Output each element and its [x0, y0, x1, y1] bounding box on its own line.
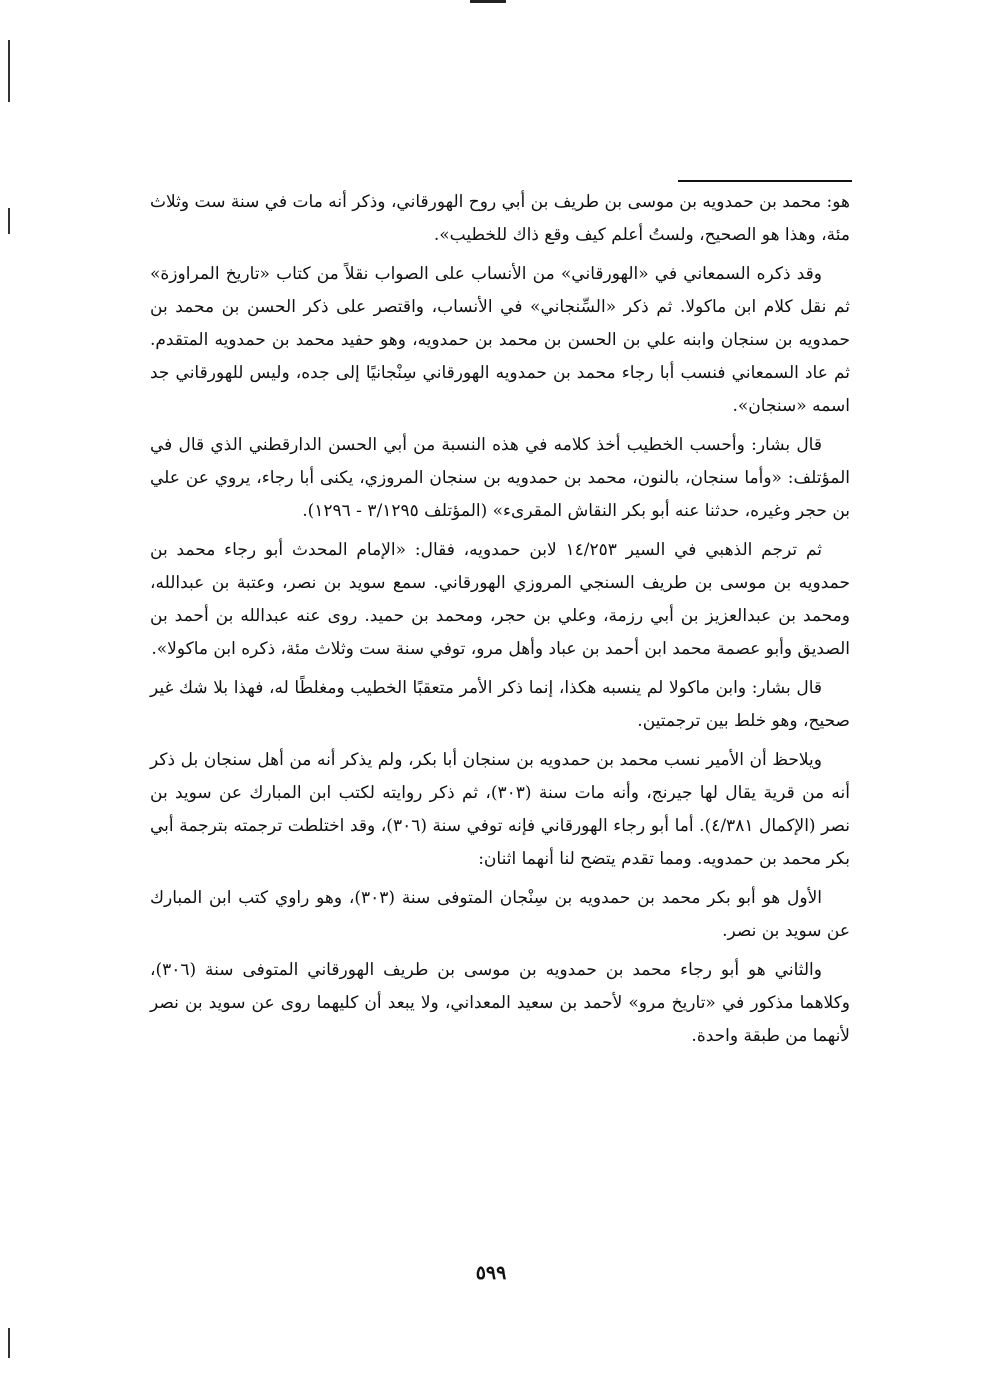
- page-number: ٥٩٩: [475, 1262, 507, 1284]
- scan-margin-line: [8, 40, 10, 102]
- paragraph: والثاني هو أبو رجاء محمد بن حمدويه بن موسى بن طريف الهورقاني المتوفى سنة (٣٠٦)، وكلاهما مذكور في «تاريخ مرو» لأحمد بن سعيد المعداني، ولا يبعد أن كليهما روى عن سويد بن نصر لأنهما من طبقة واحدة.: [150, 960, 850, 1046]
- footnote-body: [150, 186, 850, 1059]
- paragraph: الأول هو أبو بكر محمد بن حمدويه بن سِنْجان المتوفى سنة (٣٠٣)، وهو راوي كتب ابن المبارك عن سويد بن نصر.: [150, 888, 850, 941]
- top-page-mark: [470, 0, 506, 3]
- scan-margin-line: [8, 208, 10, 234]
- scan-margin-line: [8, 1328, 10, 1358]
- paragraph: قال بشار: وابن ماكولا لم ينسبه هكذا، إنما ذكر الأمر متعقبًا الخطيب ومغلطًا له، فهذا بلا شك غير صحيح، وهو خلط بين ترجمتين.: [150, 678, 850, 731]
- paragraph: وقد ذكره السمعاني في «الهورقاني» من الأنساب على الصواب نقلاً من كتاب «تاريخ المراوزة» ثم نقل كلام ابن ماكولا. ثم ذكر «السِّنجاني» في الأنساب، واقتصر على ذكر الحسن بن محمد بن حمدويه بن سنجان وابنه علي بن الحسن بن محمد بن حمدويه، وهو حفيد محمد بن حمدويه المتقدم. ثم عاد السمعاني فنسب أبا رجاء محمد بن حمدويه الهورقاني سِنْجانيًا إلى جده، وليس للهورقاني جد اسمه «سنجان».: [150, 264, 850, 416]
- paragraph: ثم ترجم الذهبي في السير ١٤/٢٥٣ لابن حمدويه، فقال: «الإمام المحدث أبو رجاء محمد بن حمدويه بن موسى بن طريف السنجي المروزي الهورقاني. سمع سويد بن نصر، وعتبة بن عبدالله، ومحمد بن عبدالعزيز بن أبي رزمة، وعلي بن حجر، ومحمد بن حميد. روى عنه عبدالله بن أحمد بن الصديق وأبو عصمة محمد ابن أحمد بن عباد وأهل مرو، توفي سنة ست وثلاث مئة، ذكره ابن ماكولا».: [150, 540, 850, 659]
- paragraph: ويلاحظ أن الأمير نسب محمد بن حمدويه بن سنجان أبا بكر، ولم يذكر أنه من أهل سنجان بل ذكر أنه من قرية يقال لها جيرنج، وأنه مات سنة (٣٠٣)، ثم ذكر روايته لكتب ابن المبارك عن سويد بن نصر (الإكمال ٤/٣٨١). أما أبو رجاء الهورقاني فإنه توفي سنة (٣٠٦)، وقد اختلطت ترجمته بترجمة أبي بكر محمد بن حمدويه. ومما تقدم يتضح لنا أنهما اثنان:: [150, 750, 851, 869]
- paragraph: قال بشار: وأحسب الخطيب أخذ كلامه في هذه النسبة من أبي الحسن الدارقطني الذي قال في المؤتلف: «وأما سنجان، بالنون، محمد بن حمدويه بن سنجان المروزي، يكنى أبا رجاء، يروي عن علي بن حجر وغيره، حدثنا عنه أبو بكر النقاش المقرىء» (المؤتلف ٣/١٢٩٥ - ١٢٩٦).: [150, 435, 850, 521]
- paragraph: هو: محمد بن حمدويه بن موسى بن طريف بن أبي روح الهورقاني، وذكر أنه مات في سنة ست وثلاث مئة، وهذا هو الصحيح، ولستُ أعلم كيف وقع ذاك للخطيب».: [150, 192, 850, 245]
- footnote-separator-rule: [678, 180, 852, 182]
